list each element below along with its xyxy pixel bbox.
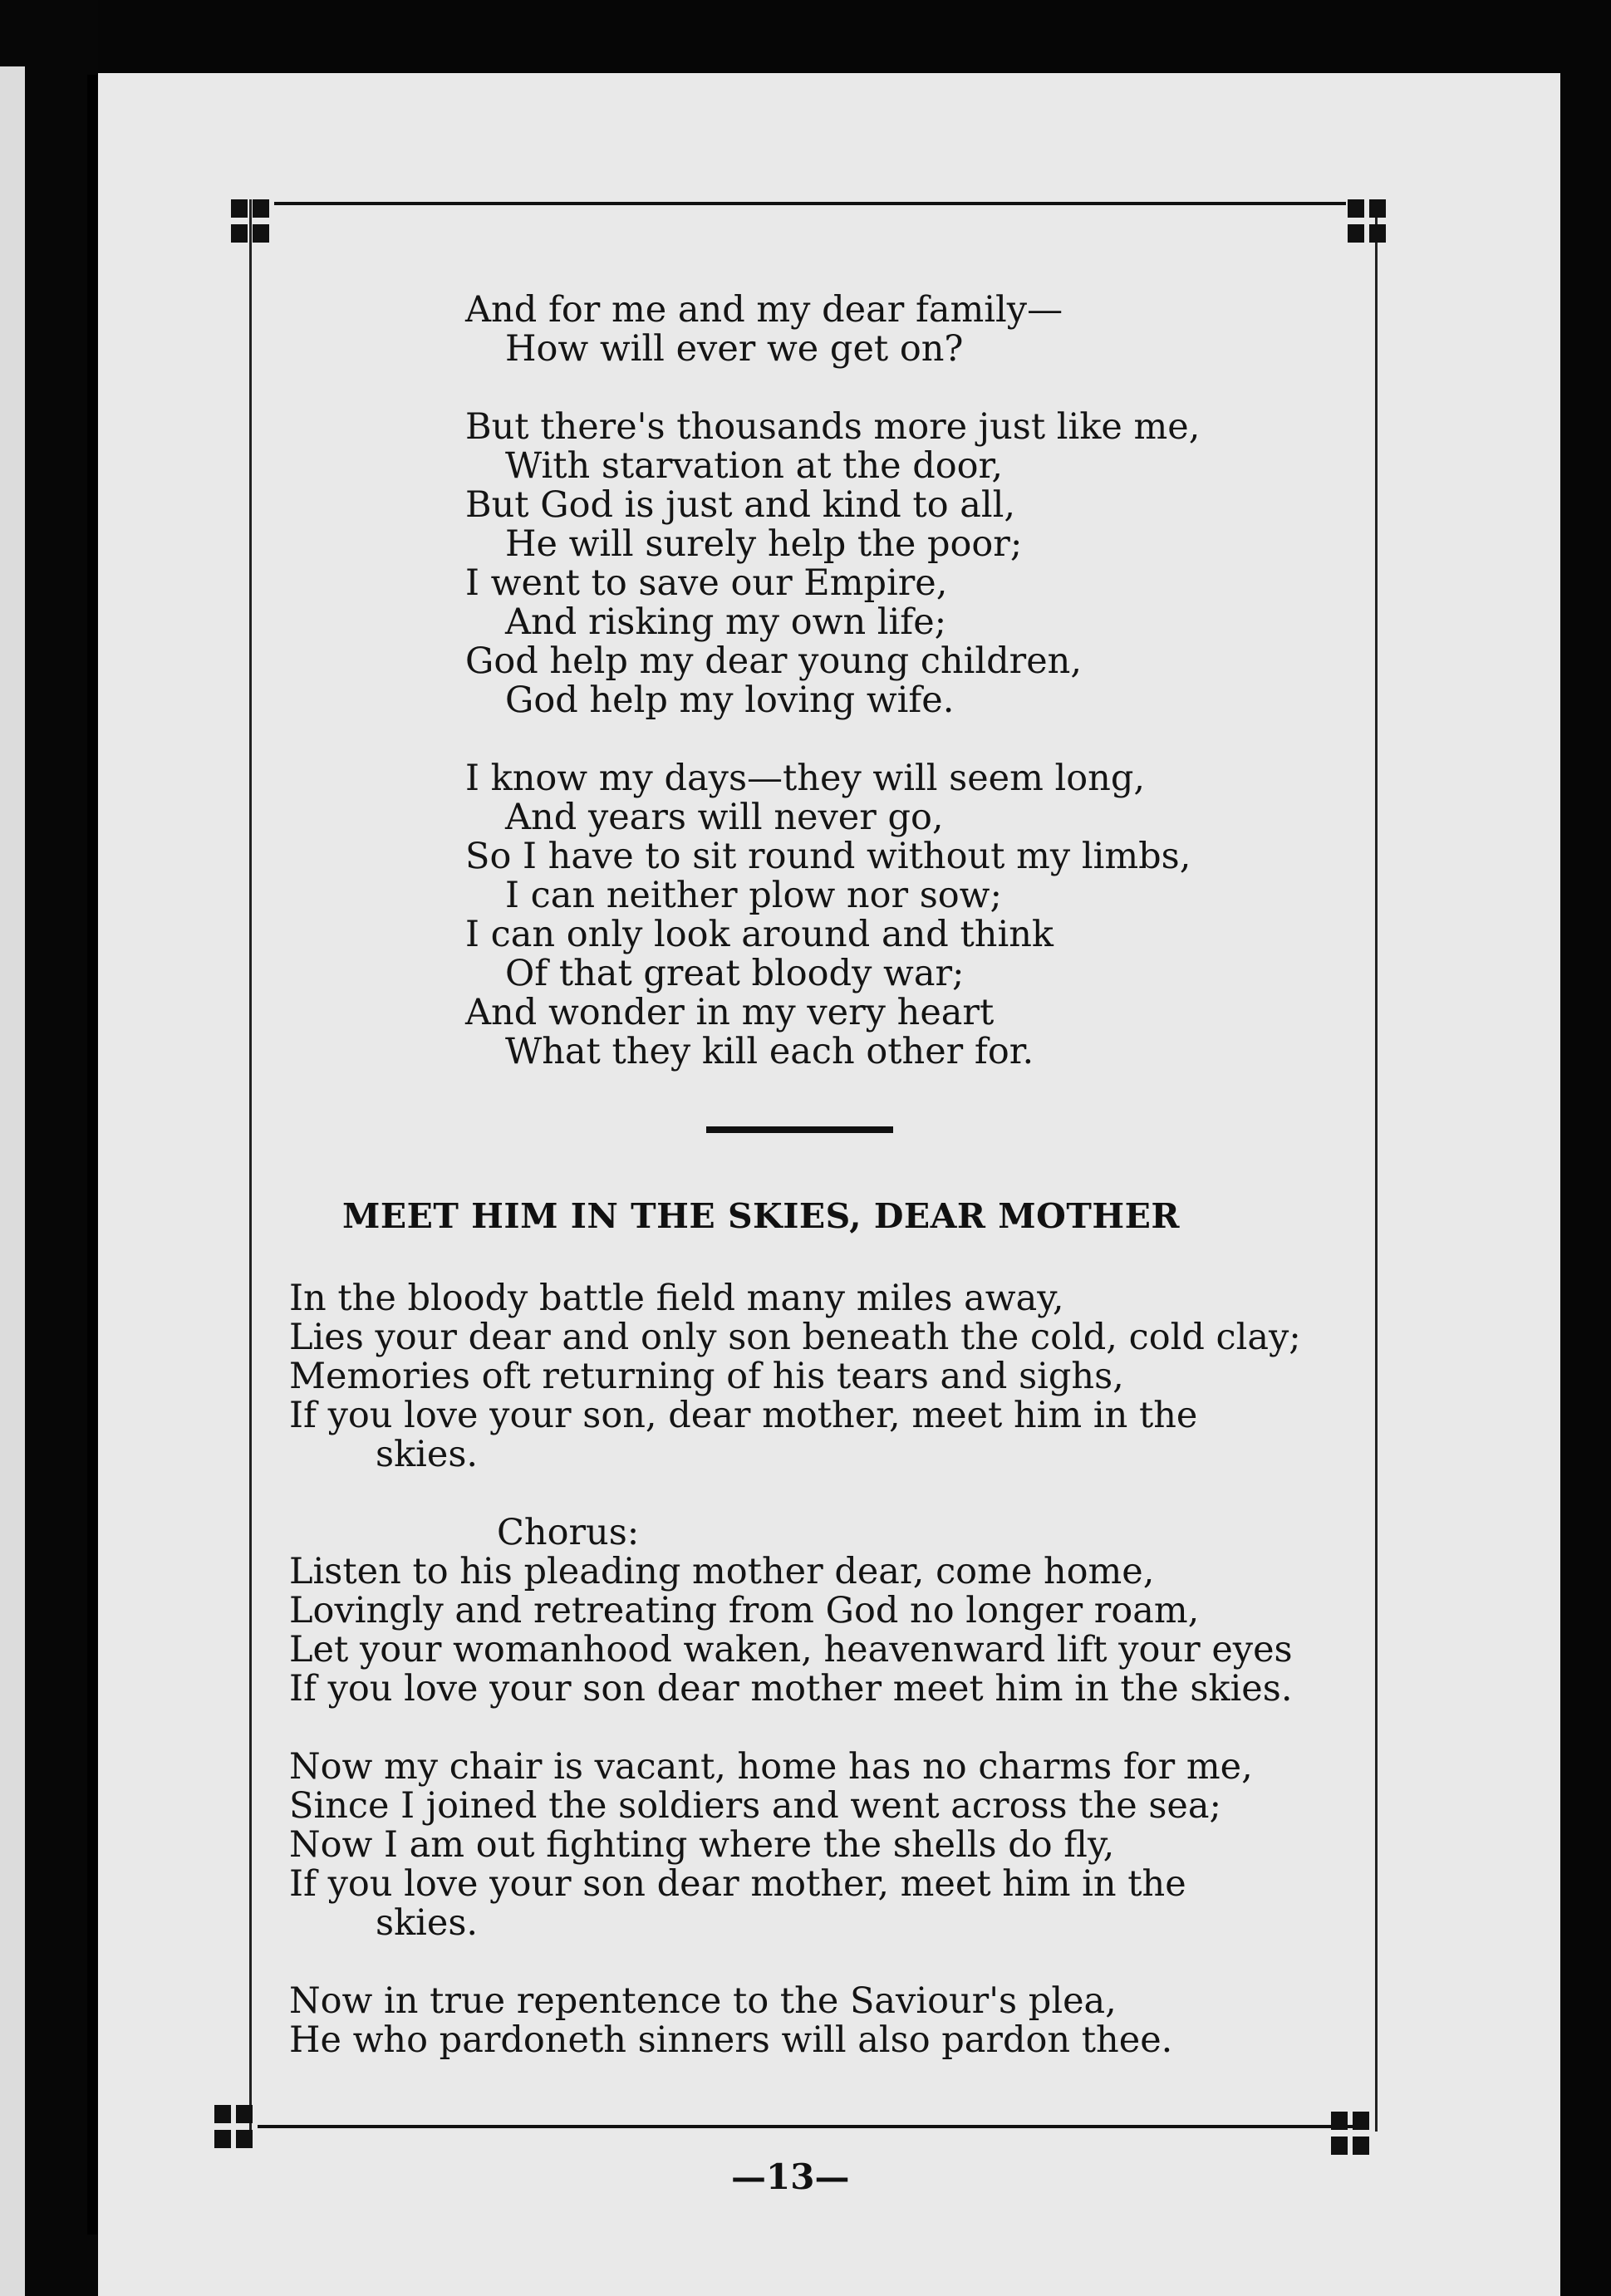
verse-line: He who pardoneth sinners will also pardon thee.	[289, 2019, 1173, 2061]
verse-line: What they kill each other for.	[505, 1031, 1034, 1072]
corner-ornament-bottom-right	[1329, 2110, 1373, 2158]
song-lyrics	[289, 1279, 1301, 2060]
verse-line: I know my days—they will seem long,	[465, 758, 1146, 799]
corner-ornament-top-left	[229, 198, 273, 246]
stanza-break	[465, 720, 1200, 759]
verse-line: Since I joined the soldiers and went across the sea;	[289, 1785, 1221, 1827]
facing-page-edge	[0, 66, 25, 2296]
page-number: —13—	[731, 2156, 850, 2197]
stanza-break	[289, 1709, 1301, 1748]
poem-stanzas	[465, 291, 1200, 1072]
verse-line: He will surely help the poor;	[505, 523, 1023, 565]
verse-line: Lies your dear and only son beneath the cold, cold clay;	[289, 1317, 1301, 1358]
verse-line: With starvation at the door,	[505, 445, 1004, 487]
verse-line: Now in true repentence to the Saviour's plea,	[289, 1980, 1117, 2022]
verse-line: But there's thousands more just like me,	[465, 406, 1201, 448]
verse-line: skies.	[376, 1434, 479, 1475]
stanza-break	[289, 1943, 1301, 1982]
frame-top-rule	[274, 202, 1346, 205]
scan-border-top	[0, 0, 1611, 73]
verse-line: And years will never go,	[505, 797, 944, 838]
verse-line: I can only look around and think	[465, 914, 1054, 955]
verse-line: If you love your son dear mother meet him in the skies.	[289, 1668, 1293, 1710]
corner-ornament-top-right	[1346, 198, 1389, 246]
verse-line: In the bloody battle field many miles away,	[289, 1278, 1064, 1319]
verse-line: Now my chair is vacant, home has no charms for me,	[289, 1746, 1253, 1788]
song-title: MEET HIM IN THE SKIES, DEAR MOTHER	[342, 1196, 1180, 1236]
verse-line: Lovingly and retreating from God no longer roam,	[289, 1590, 1200, 1631]
verse-line: And risking my own life;	[505, 601, 947, 643]
verse-line: I went to save our Empire,	[465, 562, 948, 604]
frame-bottom-rule	[258, 2125, 1363, 2128]
verse-line: How will ever we get on?	[505, 328, 964, 370]
verse-line: And wonder in my very heart	[465, 992, 995, 1033]
verse-line: Now I am out fighting where the shells do fly,	[289, 1824, 1115, 1866]
verse-line: Memories oft returning of his tears and sighs,	[289, 1356, 1124, 1397]
verse-line: Of that great bloody war;	[505, 953, 965, 994]
verse-line: skies.	[376, 1902, 479, 1944]
verse-line: So I have to sit round without my limbs,	[465, 836, 1191, 877]
scan-border-right	[1560, 0, 1611, 2296]
verse-line: Let your womanhood waken, heavenward lift your eyes	[289, 1629, 1293, 1670]
verse-line: If you love your son dear mother, meet him in the	[289, 1863, 1186, 1905]
verse-line: But God is just and kind to all,	[465, 484, 1016, 526]
verse-line: Listen to his pleading mother dear, come home,	[289, 1551, 1155, 1592]
verse-line: God help my loving wife.	[505, 679, 955, 721]
section-separator	[706, 1126, 893, 1133]
verse-line: I can neither plow nor sow;	[505, 875, 1002, 916]
verse-line: If you love your son, dear mother, meet him in the	[289, 1395, 1198, 1436]
verse-line: And for me and my dear family—	[465, 289, 1063, 331]
corner-ornament-bottom-left	[213, 2103, 256, 2151]
spine-line	[87, 75, 97, 2235]
stanza-break	[289, 1474, 1301, 1513]
verse-line: God help my dear young children,	[465, 640, 1083, 682]
chorus-label: Chorus:	[497, 1512, 640, 1553]
stanza-break	[465, 369, 1200, 408]
